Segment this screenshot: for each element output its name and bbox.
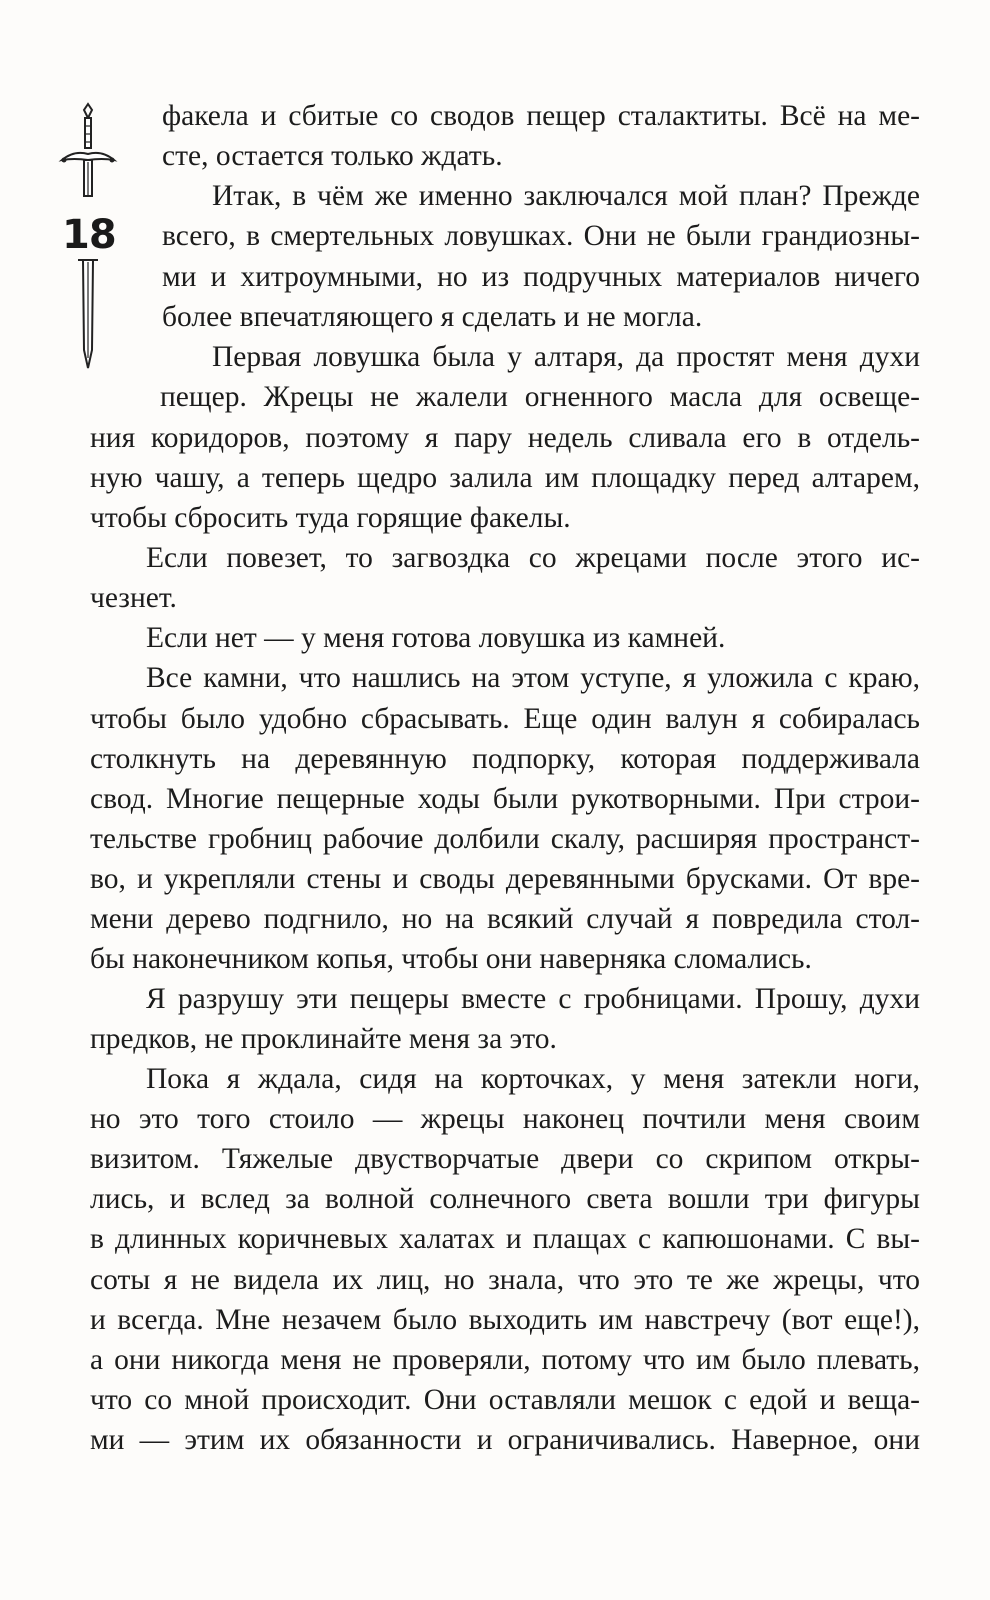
page-number: 18 [62, 212, 116, 258]
text-line: бы наконечником копья, чтобы они наверняка сломались. [90, 943, 812, 975]
text-line: но это того стоило — жрецы наконец почтили меня своим [90, 1103, 920, 1135]
text-line: сте, остается только ждать. [162, 140, 503, 172]
text-line: чтобы было удобно сбрасывать. Еще один валун я собиралась [90, 703, 920, 735]
text-line: соты я не видела их лиц, но знала, что это те же жрецы, что [90, 1264, 920, 1296]
text-line: Первая ловушка была у алтаря, да простят меня духи [212, 341, 920, 373]
text-line: чезнет. [90, 582, 177, 614]
text-line: ния коридоров, поэтому я пару недель сливала его в отдель- [90, 422, 920, 454]
text-line: Я разрушу эти пещеры вместе с гробницами. Прошу, духи [146, 983, 920, 1015]
text-line: Если нет — у меня готова ловушка из камней. [146, 622, 726, 654]
text-line: что со мной происходит. Они оставляли мешок с едой и веща- [90, 1384, 920, 1416]
text-line: в длинных коричневых халатах и плащах с капюшонами. С вы- [90, 1223, 920, 1255]
text-line: ми — этим их обязанности и ограничивались. Наверное, они [90, 1424, 920, 1456]
text-line: предков, не проклинайте меня за это. [90, 1023, 557, 1055]
text-line: мени дерево подгнило, но на всякий случай я повредила стол- [90, 903, 920, 935]
text-line: и всегда. Мне незачем было выходить им навстречу (вот еще!), [90, 1304, 920, 1336]
text-line: столкнуть на деревянную подпорку, которая поддерживала [90, 743, 920, 775]
text-line: свод. Многие пещерные ходы были рукотворными. При строи- [90, 783, 920, 815]
text-line: Если повезет, то загвоздка со жрецами после этого ис- [146, 542, 920, 574]
text-line: пещер. Жрецы не жалели огненного масла для освеще- [160, 381, 920, 413]
text-line: лись, и вслед за волной солнечного света вошли три фигуры [90, 1183, 920, 1215]
text-line: ную чашу, а теперь щедро залила им площадку перед алтарем, [90, 462, 920, 494]
text-line: Пока я ждала, сидя на корточках, у меня затекли ноги, [146, 1063, 920, 1095]
text-line: Итак, в чём же именно заключался мой план? Прежде [212, 180, 920, 212]
text-line: Все камни, что нашлись на этом уступе, я уложила с краю, [146, 662, 920, 694]
text-line: более впечатляющего я сделать и не могла. [162, 301, 703, 333]
text-line: во, и укрепляли стены и своды деревянными брусками. От вре- [90, 863, 920, 895]
text-line: факела и сбитые со сводов пещер сталактиты. Всё на ме- [162, 100, 920, 132]
text-line: а они никогда меня не проверяли, потому что им было плевать, [90, 1344, 920, 1376]
text-line: визитом. Тяжелые двустворчатые двери со скрипом откры- [90, 1143, 920, 1175]
text-line: чтобы сбросить туда горящие факелы. [90, 502, 571, 534]
text-line: тельстве гробниц рабочие долбили скалу, расширяя пространст- [90, 823, 920, 855]
text-line: всего, в смертельных ловушках. Они не были грандиозны- [162, 220, 920, 252]
text-line: ми и хитроумными, но из подручных материалов ничего [162, 261, 920, 293]
